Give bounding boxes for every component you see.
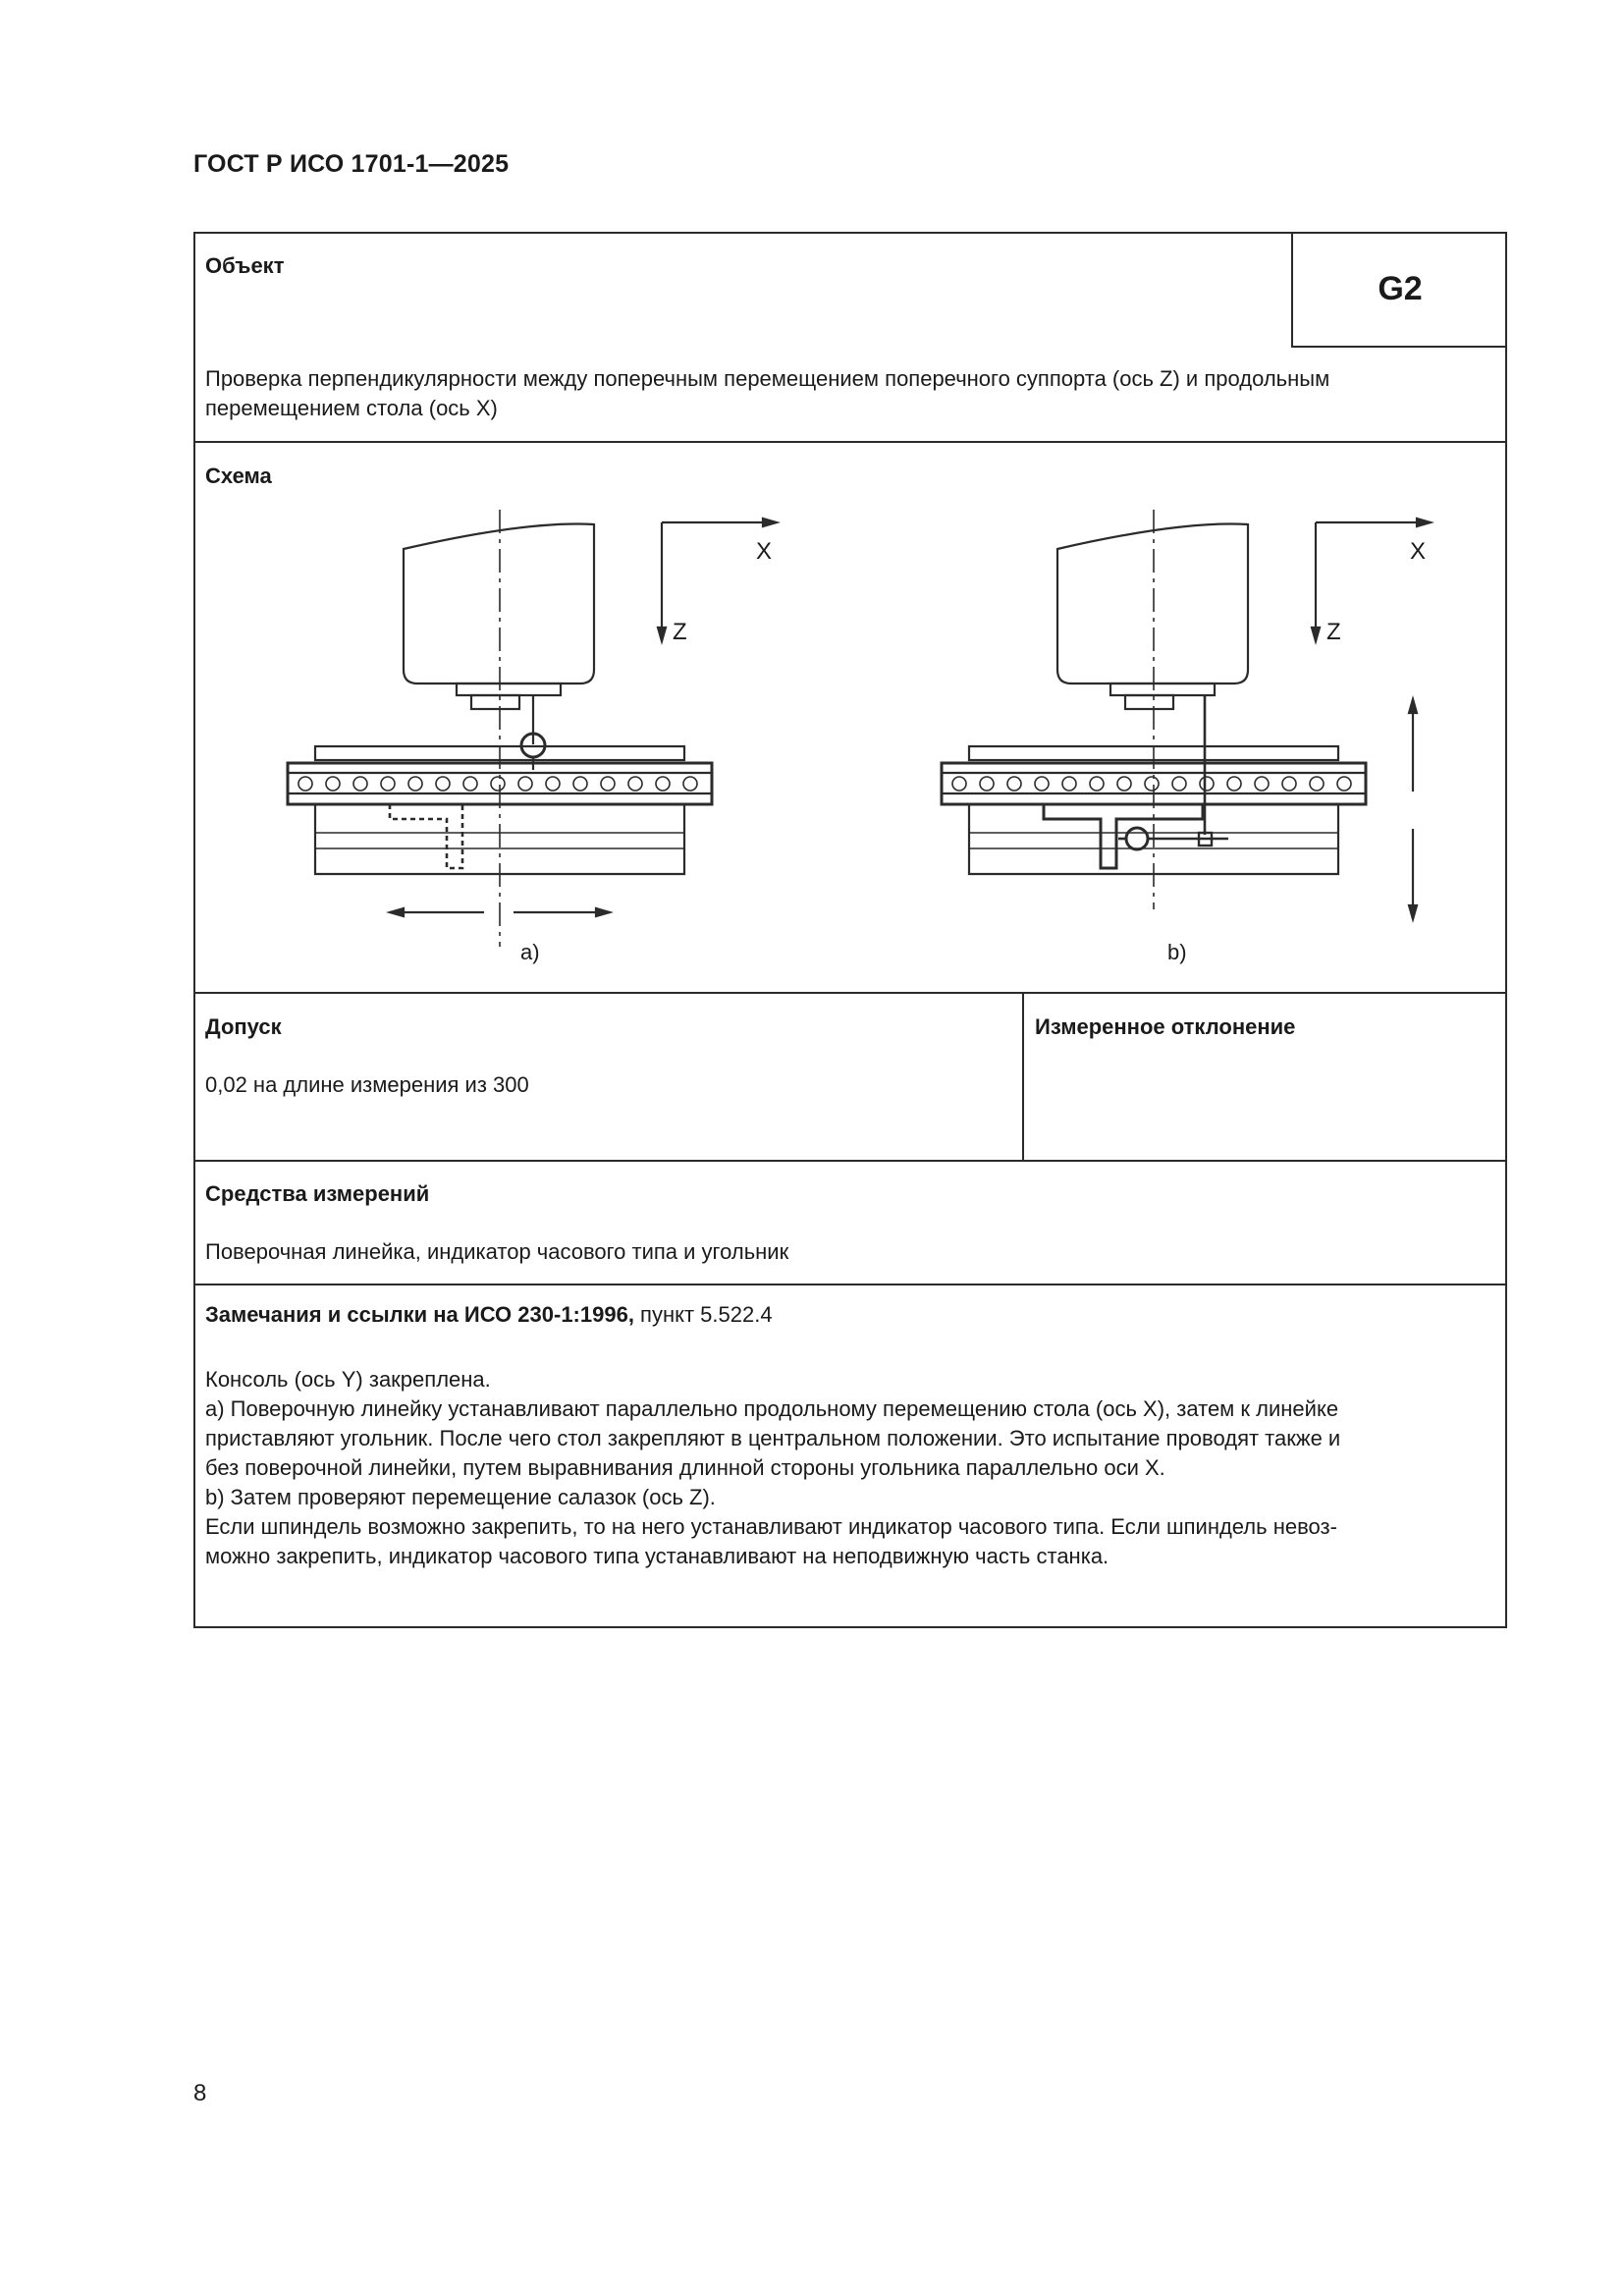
notes-heading-bold: Замечания и ссылки на ИСО 230-1:1996, — [205, 1302, 634, 1327]
divider-tolerance-measured — [1022, 992, 1024, 1160]
instruments-label: Средства измерений — [205, 1181, 430, 1206]
instruments-value: Поверочная линейка, индикатор часового типа и угольник — [205, 1239, 789, 1264]
tolerance-value: 0,02 на длине измерения из 300 — [205, 1072, 529, 1097]
notes-heading — [205, 1300, 773, 1330]
axis-x-label-b: X — [1410, 538, 1427, 565]
diagram-a — [288, 510, 777, 947]
diagram-b — [942, 510, 1431, 919]
spindle-head-a — [404, 524, 594, 683]
notes-line-2: а) Поверочную линейку устанавливают параллельно продольному перемещению стола (ось X), затем к линейке — [205, 1396, 1339, 1421]
square-hidden-a — [390, 804, 462, 868]
notes-heading-reference: пункт 5.522.4 — [633, 1302, 773, 1327]
spindle-block-a — [471, 695, 519, 709]
notes-line-6: Если шпиндель возможно закрепить, то на него устанавливают индикатор часового типа. Если шпиндель невоз- — [205, 1514, 1337, 1539]
notes-line-5: b) Затем проверяют перемещение салазок (ось Z). — [205, 1485, 716, 1509]
notes-line-7: можно закрепить, индикатор часового типа устанавливают на неподвижную часть станка. — [205, 1544, 1109, 1568]
test-sheet-table — [193, 232, 1507, 1628]
document-header: ГОСТ Р ИСО 1701-1—2025 — [193, 150, 510, 178]
diagram-a-caption: a) — [520, 940, 540, 964]
object-label: Объект — [205, 253, 285, 278]
diagram-b-caption: b) — [1167, 940, 1187, 964]
measured-deviation-label: Измеренное отклонение — [1035, 1014, 1296, 1039]
axis-x-label-a: X — [756, 538, 773, 565]
divider-tolerance — [193, 1160, 1507, 1162]
spindle-block-b — [1125, 695, 1173, 709]
notes-body — [205, 1365, 1505, 1571]
scheme-diagrams — [193, 232, 1507, 998]
straightedge-holes-a — [298, 777, 697, 791]
spindle-nose-b — [1110, 683, 1215, 695]
divider-scheme — [193, 992, 1507, 994]
object-description-line-2: перемещением стола (ось X) — [205, 396, 498, 420]
divider-instruments — [193, 1284, 1507, 1285]
spindle-nose-a — [457, 683, 561, 695]
object-description-line-1: Проверка перпендикулярности между поперечным перемещением поперечного суппорта (ось Z) и продольным — [205, 366, 1330, 391]
axis-z-label-a: Z — [673, 619, 687, 645]
straightedge-holes-b — [952, 777, 1351, 791]
scheme-label: Схема — [205, 464, 272, 488]
notes-line-4: без поверочной линейки, путем выравнивания длинной стороны угольника параллельно оси X. — [205, 1455, 1165, 1480]
spindle-head-b — [1057, 524, 1248, 683]
notes-line-3: приставляют угольник. После чего стол закрепляют в центральном положении. Это испытание проводят также и — [205, 1426, 1341, 1450]
page-number: 8 — [193, 2080, 207, 2106]
notes-line-1: Консоль (ось Y) закреплена. — [205, 1367, 491, 1392]
tolerance-label: Допуск — [205, 1014, 282, 1039]
square-b — [1044, 804, 1203, 868]
axis-z-label-b: Z — [1326, 619, 1341, 645]
test-code: G2 — [1378, 269, 1423, 307]
dial-indicator-icon-b — [1126, 828, 1148, 849]
